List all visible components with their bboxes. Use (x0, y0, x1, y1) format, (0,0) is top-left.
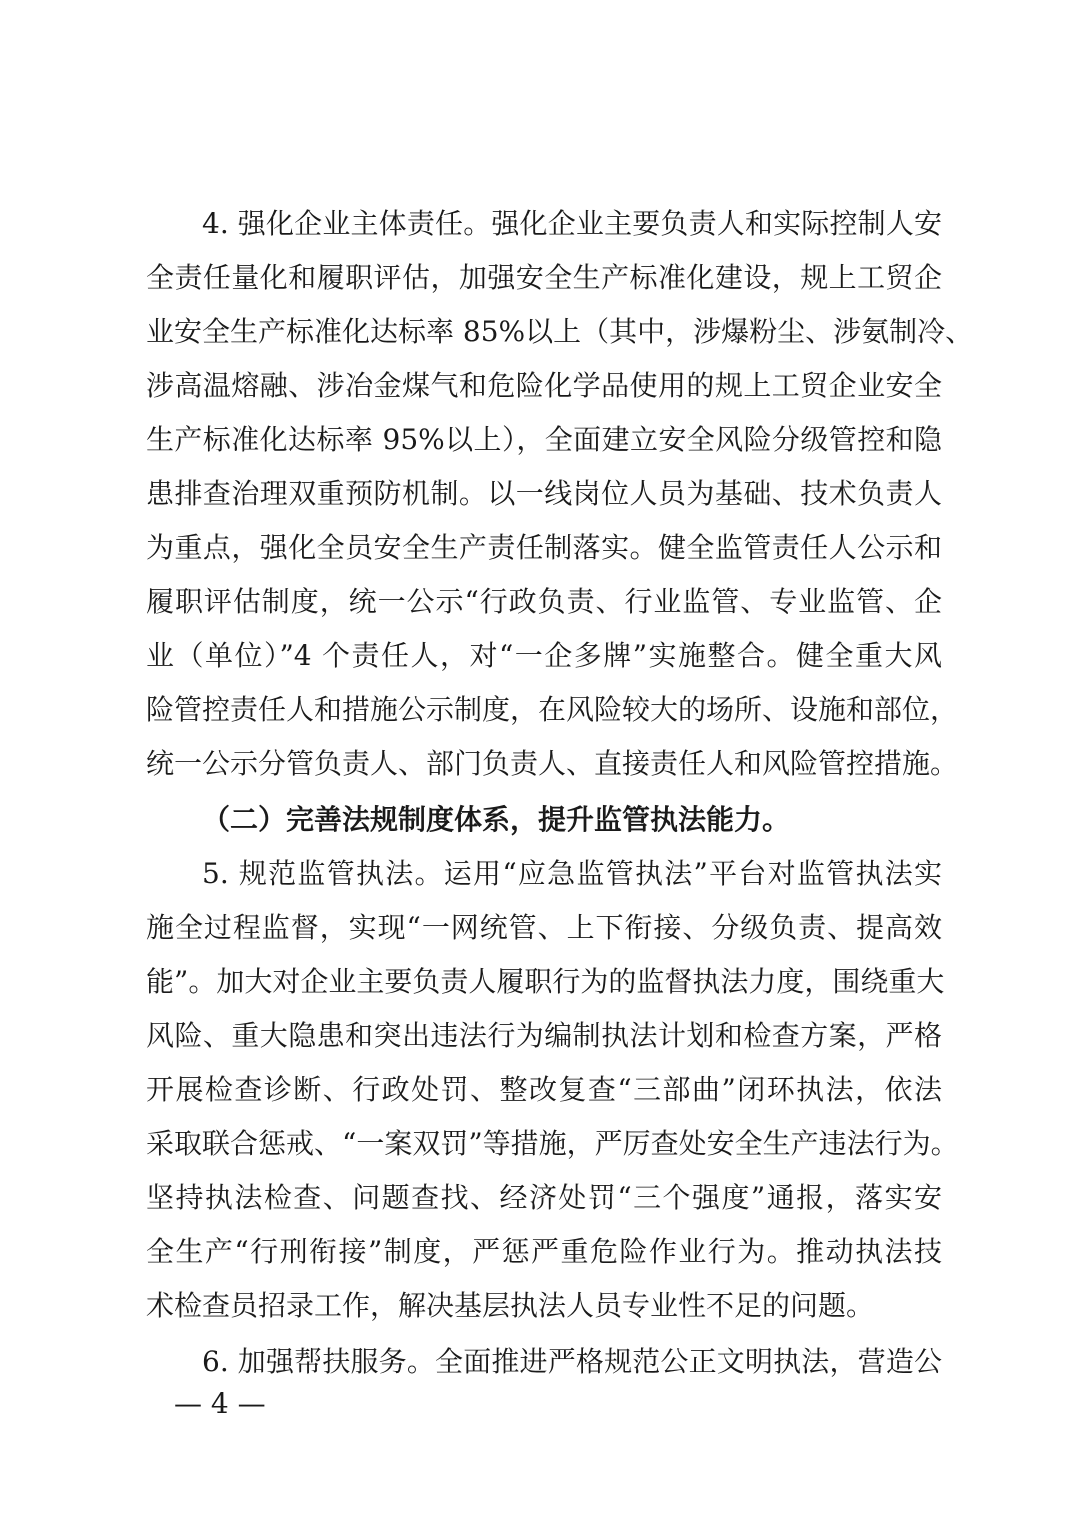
paragraph-5-line-3: 能”。加大对企业主要负责人履职行为的监督执法力度，围绕重大 (146, 965, 945, 998)
paragraph-6-line-1: 6. 加强帮扶服务。全面推进严格规范公正文明执法，营造公 (202, 1345, 942, 1378)
paragraph-5-line-8: 全生产“行刑衔接”制度，严惩严重危险作业行为。推动执法技 (146, 1235, 942, 1268)
paragraph-4-line-11: 统一公示分管负责人、部门负责人、直接责任人和风险管控措施。 (146, 747, 959, 780)
paragraph-5-line-2: 施全过程监督，实现“一网统管、上下衔接、分级负责、提高效 (146, 911, 942, 944)
paragraph-5-line-6: 采取联合惩戒、“一案双罚”等措施，严厉查处安全生产违法行为。 (146, 1127, 959, 1160)
paragraph-5-line-5: 开展检查诊断、行政处罚、整改复查“三部曲”闭环执法，依法 (146, 1073, 942, 1106)
paragraph-4-line-4: 涉高温熔融、涉冶金煤气和危险化学品使用的规上工贸企业安全 (146, 369, 942, 402)
paragraph-4-line-1: 4. 强化企业主体责任。强化企业主要负责人和实际控制人安 (202, 207, 942, 240)
paragraph-4-line-5: 生产标准化达标率 95%以上），全面建立安全风险分级管控和隐 (146, 423, 942, 456)
paragraph-5-line-1: 5. 规范监管执法。运用“应急监管执法”平台对监管执法实 (202, 857, 942, 890)
section-heading: （二）完善法规制度体系，提升监管执法能力。 (202, 803, 791, 836)
paragraph-5-line-9: 术检查员招录工作，解决基层执法人员专业性不足的问题。 (146, 1289, 875, 1322)
paragraph-4-line-8: 履职评估制度，统一公示“行政负责、行业监管、专业监管、企 (146, 585, 942, 618)
paragraph-5-line-4: 风险、重大隐患和突出违法行为编制执法计划和检查方案，严格 (146, 1019, 942, 1052)
paragraph-4-line-9: 业（单位）”4 个责任人，对“一企多牌”实施整合。健全重大风 (146, 639, 942, 672)
paragraph-5-line-7: 坚持执法检查、问题查找、经济处罚“三个强度”通报，落实安 (146, 1181, 942, 1214)
paragraph-4-line-3: 业安全生产标准化达标率 85%以上（其中，涉爆粉尘、涉氨制冷、 (146, 315, 974, 348)
paragraph-4-line-7: 为重点，强化全员安全生产责任制落实。健全监管责任人公示和 (146, 531, 942, 564)
paragraph-4-line-6: 患排查治理双重预防机制。以一线岗位人员为基础、技术负责人 (146, 477, 942, 510)
paragraph-4-line-2: 全责任量化和履职评估，加强安全生产标准化建设，规上工贸企 (146, 261, 942, 294)
page-number: — 4 — (174, 1387, 266, 1420)
paragraph-4-line-10: 险管控责任人和措施公示制度，在风险较大的场所、设施和部位， (146, 693, 959, 726)
